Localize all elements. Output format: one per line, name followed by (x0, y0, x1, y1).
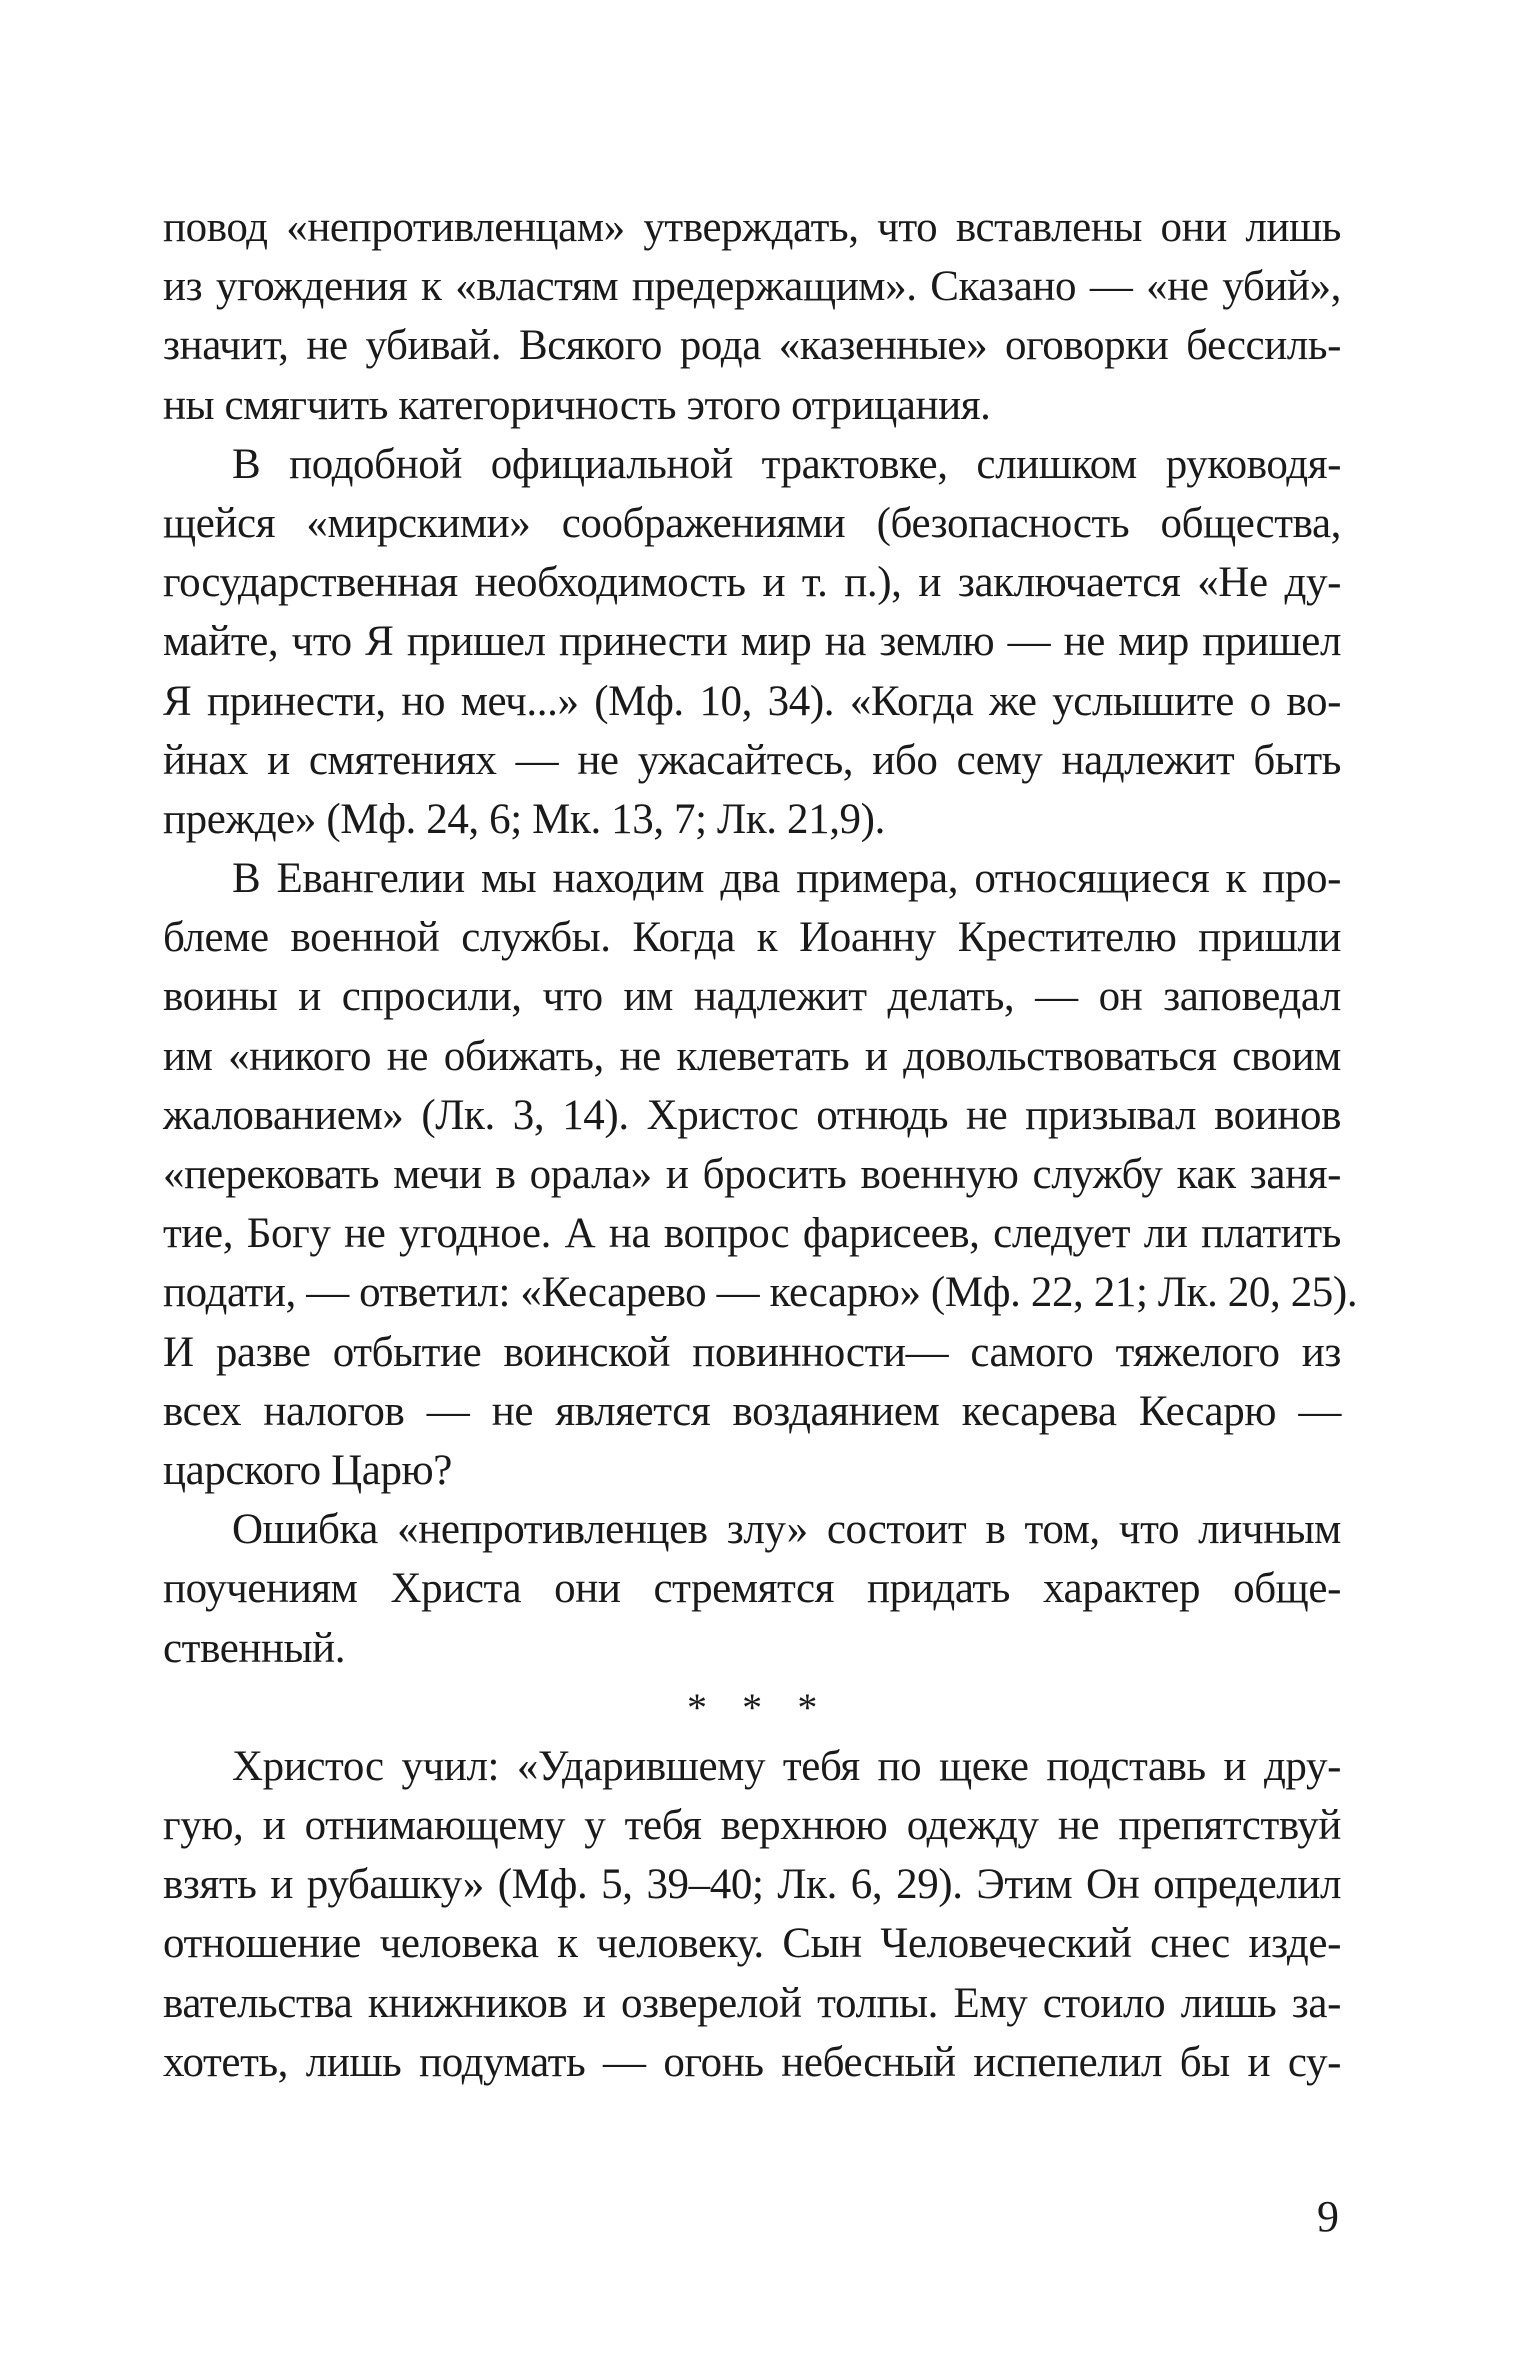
text-line: повод «непротивленцам» утверждать, что вставлены они лишь (163, 204, 1341, 251)
paragraph-4 (163, 1500, 1341, 1678)
text-line: всех налогов — не является воздаянием кесарева Кесарю — (163, 1387, 1341, 1435)
text-line: И разве отбытие воинской повинности— самого тяжелого из (163, 1328, 1341, 1376)
text-line: воины и спросили, что им надлежит делать, — он заповедал (163, 973, 1341, 1021)
text-line: Ошибка «непротивленцев злу» состоит в том, что личным (232, 1506, 1341, 1554)
text-line: В Евангелии мы находим два примера, относящиеся к про- (232, 855, 1341, 903)
paragraph-5 (163, 1737, 1341, 2092)
text-line: йнах и смятениях — не ужасайтесь, ибо сему надлежит быть (163, 736, 1341, 784)
text-line: отношение человека к человеку. Сын Человеческий снес изде- (163, 1920, 1341, 1968)
text-line: щейся «мирскими» соображениями (безопасность общества, (163, 499, 1341, 547)
text-line: гую, и отнимающему у тебя верхнюю одежду не препятствуй (163, 1802, 1341, 1850)
text-line: блеме военной службы. Когда к Иоанну Крестителю пришли (163, 914, 1341, 962)
text-line: царского Царю? (163, 1446, 452, 1494)
text-line: «перековать мечи в орала» и бросить военную службу как заня- (163, 1151, 1341, 1198)
paragraph-3 (163, 849, 1358, 1500)
text-line: майте, что Я пришел принести мир на землю — не мир пришел (163, 618, 1341, 666)
page-number: 9 (1317, 2192, 1339, 2241)
text-line: В подобной официальной трактовке, слишком руководя- (232, 440, 1341, 488)
paragraph-1 (163, 198, 1341, 435)
body-text (163, 198, 1358, 2092)
text-line: ны смягчить категоричность этого отрицания. (163, 381, 991, 429)
text-line: им «никого не обижать, не клеветать и довольствоваться своим (163, 1032, 1341, 1080)
text-line: значит, не убивай. Всякого рода «казенные» оговорки бессиль- (163, 322, 1341, 370)
text-line: прежде» (Мф. 24, 6; Мк. 13, 7; Лк. 21,9). (163, 795, 885, 843)
text-line: поучениям Христа они стремятся придать характер обще- (163, 1565, 1341, 1613)
section-separator: * * * (686, 1684, 817, 1730)
text-line: подати, — ответил: «Кесарево — кесарю» (Мф. 22, 21; Лк. 20, 25). (163, 1269, 1358, 1317)
text-line: взять и рубашку» (Мф. 5, 39–40; Лк. 6, 29). Этим Он определил (163, 1861, 1341, 1909)
text-line: тие, Богу не угодное. А на вопрос фарисеев, следует ли платить (163, 1210, 1341, 1258)
text-line: хотеть, лишь подумать — огонь небесный испепелил бы и су- (163, 2038, 1341, 2086)
text-line: ственный. (163, 1624, 346, 1672)
text-line: вательства книжников и озверелой толпы. Ему стоило лишь за- (163, 1979, 1341, 2027)
text-line: Христос учил: «Ударившему тебя по щеке подставь и дру- (232, 1742, 1341, 1790)
paragraph-2 (163, 435, 1341, 849)
text-line: Я принести, но меч...» (Мф. 10, 34). «Когда же услышите о во- (163, 677, 1341, 725)
text-line: из угождения к «властям предержащим». Сказано — «не убий», (163, 263, 1341, 311)
text-line: государственная необходимость и т. п.), и заключается «Не ду- (163, 559, 1341, 607)
text-line: жалованием» (Лк. 3, 14). Христос отнюдь не призывал воинов (163, 1091, 1341, 1139)
